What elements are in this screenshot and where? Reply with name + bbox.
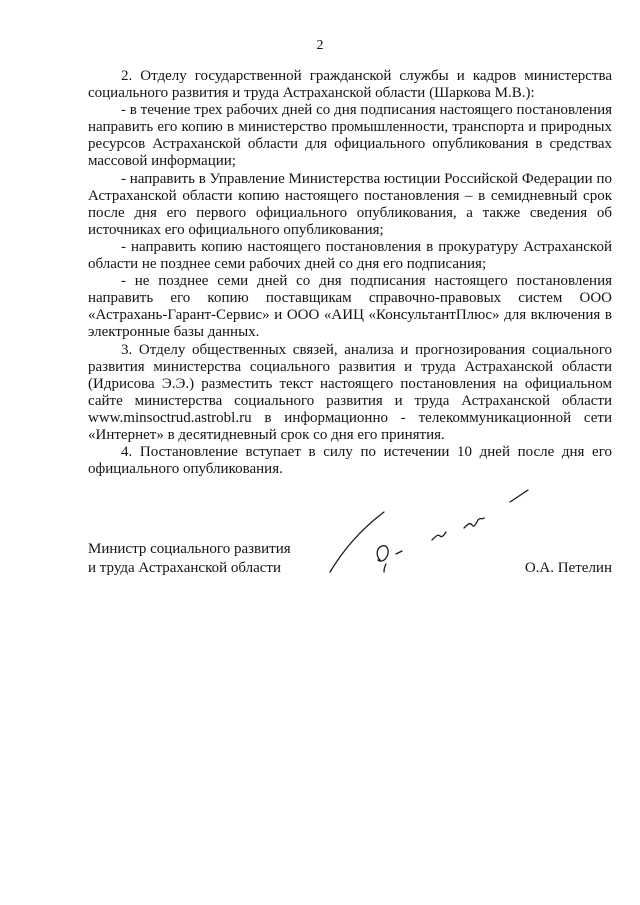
- paragraph-subitem-prosecutor: - направить копию настоящего постановления в прокуратуру Астраханской области не позднее семи рабочих дней со дня его подписания;: [88, 238, 612, 273]
- paragraph-subitem-publication: - в течение трех рабочих дней со дня подписания настоящего постановления направить его копию в министерство промышленности, транспорта и природных ресурсов Астраханской области для официального опубликования в средствах массовой информации;: [88, 102, 612, 170]
- signer-position-line-2: и труда Астраханской области: [88, 560, 282, 576]
- paragraph-subitem-legal-systems: - не позднее семи дней со дня подписания настоящего постановления направить его копию поставщикам справочно-правовых систем ООО «Астрахань-Гарант-Сервис» и ООО «АИЦ «КонсультантПлюс» для включения в электронные базы данных.: [88, 273, 612, 341]
- signer-name: О.А. Петелин: [524, 560, 612, 576]
- paragraph-subitem-justice: - направить в Управление Министерства юстиции Российской Федерации по Астраханской области копию настоящего постановления – в семидневный срок после дня его первого официального опубликования, а также сведения об источниках его официального опубликования;: [88, 170, 612, 238]
- page-number: 2: [316, 38, 324, 53]
- signer-position: [88, 540, 348, 578]
- document-body: [88, 68, 612, 478]
- handwritten-signature: [322, 480, 552, 580]
- paragraph-item-2: 2. Отделу государственной гражданской службы и кадров министерства социального развития и труда Астраханской области (Шаркова М.В.):: [88, 68, 612, 102]
- paragraph-item-4: 4. Постановление вступает в силу по истечении 10 дней после дня его официального опубликования.: [88, 444, 612, 478]
- paragraph-item-3: 3. Отделу общественных связей, анализа и прогнозирования социального развития министерства социального развития и труда Астраханской области (Идрисова Э.Э.) разместить текст настоящего постановления на официальном сайте министерства социального развития и труда Астраханской области www.minsoctrud.astrobl.ru в информационно - телекоммуникационной сети «Интернет» в десятидневный срок со дня его принятия.: [88, 341, 612, 443]
- signer-position-line-1: Министр социального развития: [88, 541, 291, 557]
